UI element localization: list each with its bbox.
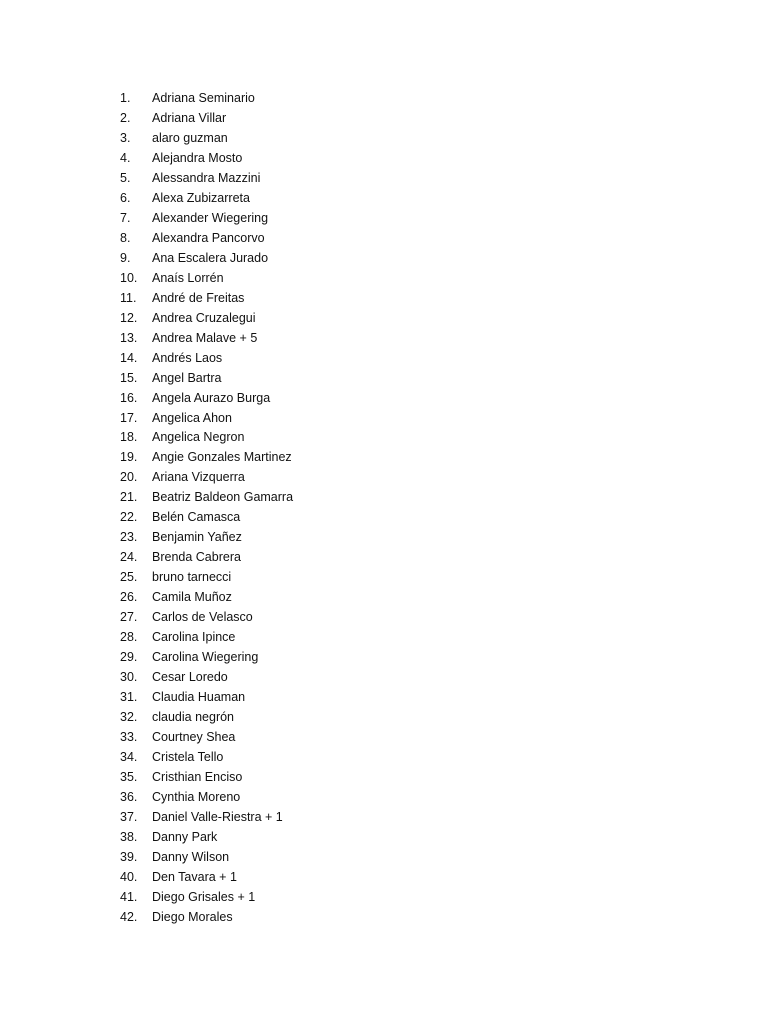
list-number: 38. [120, 829, 138, 844]
list-item [120, 428, 293, 448]
list-item [120, 488, 293, 508]
list-item [120, 688, 293, 708]
list-number: 21. [120, 490, 138, 505]
list-number: 35. [120, 769, 138, 784]
list-name: Diego Morales [152, 909, 233, 924]
list-item [120, 608, 293, 628]
list-name: Ana Escalera Jurado [152, 250, 269, 265]
list-name: Cristhian Enciso [152, 769, 243, 784]
list-name: claudia negrón [152, 710, 235, 725]
list-number: 11. [120, 290, 137, 305]
list-item [120, 668, 293, 688]
list-name: Cynthia Moreno [152, 789, 241, 804]
list-item [120, 329, 293, 349]
list-number: 34. [120, 749, 138, 764]
list-name: Andrés Laos [152, 350, 223, 365]
list-item [120, 109, 293, 129]
list-item [120, 628, 293, 648]
list-number: 28. [120, 630, 138, 645]
list-number: 30. [120, 670, 138, 685]
list-number: 36. [120, 789, 138, 804]
list-name: Andrea Malave + 5 [152, 330, 258, 345]
list-name: Alessandra Mazzini [152, 170, 261, 185]
list-number: 31. [120, 690, 138, 705]
list-item [120, 788, 293, 808]
list-name: Carlos de Velasco [152, 610, 253, 625]
list-name: Camila Muñoz [152, 590, 232, 605]
list-name: Anaís Lorrén [152, 270, 224, 285]
list-item [120, 828, 293, 848]
list-item [120, 508, 293, 528]
list-number: 40. [120, 869, 138, 884]
list-name: alaro guzman [152, 130, 228, 145]
list-name: Danny Wilson [152, 849, 230, 864]
list-number: 22. [120, 510, 138, 525]
list-name: Benjamin Yañez [152, 530, 242, 545]
list-name: Belén Camasca [152, 510, 241, 525]
list-item [120, 189, 293, 209]
list-name: Alejandra Mosto [152, 150, 243, 165]
list-number: 18. [120, 430, 138, 445]
list-item [120, 209, 293, 229]
list-number: 25. [120, 570, 138, 585]
list-item [120, 588, 293, 608]
list-item [120, 548, 293, 568]
list-name: Angelica Negron [152, 430, 245, 445]
list-item [120, 289, 293, 309]
list-name: Den Tavara + 1 [152, 869, 237, 884]
list-number: 15. [120, 370, 138, 385]
list-name: Claudia Huaman [152, 690, 246, 705]
list-number: 17. [120, 410, 138, 425]
list-item [120, 129, 293, 149]
list-name: Courtney Shea [152, 730, 236, 744]
list-name: Adriana Seminario [152, 91, 255, 105]
list-name: Andrea Cruzalegui [152, 310, 256, 325]
list-number: 10. [120, 270, 138, 285]
list-name: Beatriz Baldeon Gamarra [152, 490, 294, 505]
list-item [120, 448, 293, 468]
list-name: Adriana Villar [152, 110, 227, 125]
list-number: 16. [120, 390, 138, 405]
list-number: 9. [120, 250, 131, 265]
list-number: 8. [120, 230, 131, 245]
list-number: 13. [120, 330, 138, 345]
list-item [120, 748, 293, 768]
list-item [120, 389, 293, 409]
list-item [120, 249, 293, 269]
list-item [120, 169, 293, 189]
list-item [120, 568, 293, 588]
list-number: 39. [120, 849, 138, 864]
list-name: Carolina Wiegering [152, 650, 259, 665]
list-number: 5. [120, 170, 131, 185]
list-name: Brenda Cabrera [152, 550, 241, 565]
list-number: 12. [120, 310, 138, 325]
list-item [120, 848, 293, 868]
list-number: 7. [120, 210, 131, 225]
list-name: Ariana Vizquerra [152, 470, 245, 485]
list-name: Angelica Ahon [152, 410, 232, 425]
list-number: 29. [120, 650, 138, 665]
list-name: Daniel Valle-Riestra + 1 [152, 809, 283, 824]
list-item [120, 868, 293, 888]
list-number: 19. [120, 450, 138, 465]
list-number: 4. [120, 150, 131, 165]
list-name: Alexa Zubizarreta [152, 190, 250, 205]
list-number: 42. [120, 909, 138, 924]
list-number: 26. [120, 590, 138, 605]
list-number: 3. [120, 130, 131, 145]
list-name: Danny Park [152, 829, 218, 844]
list-number: 41. [120, 889, 138, 904]
list-item [120, 468, 293, 488]
list-name: Diego Grisales + 1 [152, 889, 256, 904]
list-name: André de Freitas [152, 290, 245, 305]
list-item [120, 349, 293, 369]
list-number: 6. [120, 190, 131, 205]
list-item [120, 728, 293, 748]
list-number: 20. [120, 470, 138, 485]
list-item [120, 89, 293, 109]
list-name: Alexandra Pancorvo [152, 230, 265, 245]
list-name: Carolina Ipince [152, 630, 236, 645]
list-item [120, 369, 293, 389]
list-number: 2. [120, 110, 131, 125]
list-item [120, 808, 293, 828]
list-name: Angel Bartra [152, 370, 222, 385]
list-number: 24. [120, 550, 138, 565]
list-name: Cesar Loredo [152, 670, 228, 685]
list-number: 37. [120, 809, 138, 824]
list-item [120, 768, 293, 788]
list-item [120, 409, 293, 429]
list-item [120, 648, 293, 668]
list-item [120, 149, 293, 169]
list-number: 14. [120, 350, 138, 365]
list-name: Angela Aurazo Burga [152, 390, 271, 405]
list-number: 33. [120, 730, 138, 744]
list-name: Alexander Wiegering [152, 210, 269, 225]
list-number: 32. [120, 710, 138, 725]
list-item [120, 888, 293, 908]
list-name: Cristela Tello [152, 749, 224, 764]
list-item [120, 708, 293, 728]
list-item [120, 229, 293, 249]
list-item [120, 528, 293, 548]
list-item [120, 269, 293, 289]
name-list [120, 89, 293, 928]
list-number: 23. [120, 530, 138, 545]
list-name: bruno tarnecci [152, 570, 232, 585]
list-item [120, 908, 293, 928]
list-number: 27. [120, 610, 138, 625]
list-number: 1. [120, 91, 131, 105]
list-name: Angie Gonzales Martinez [152, 450, 292, 465]
list-item [120, 309, 293, 329]
